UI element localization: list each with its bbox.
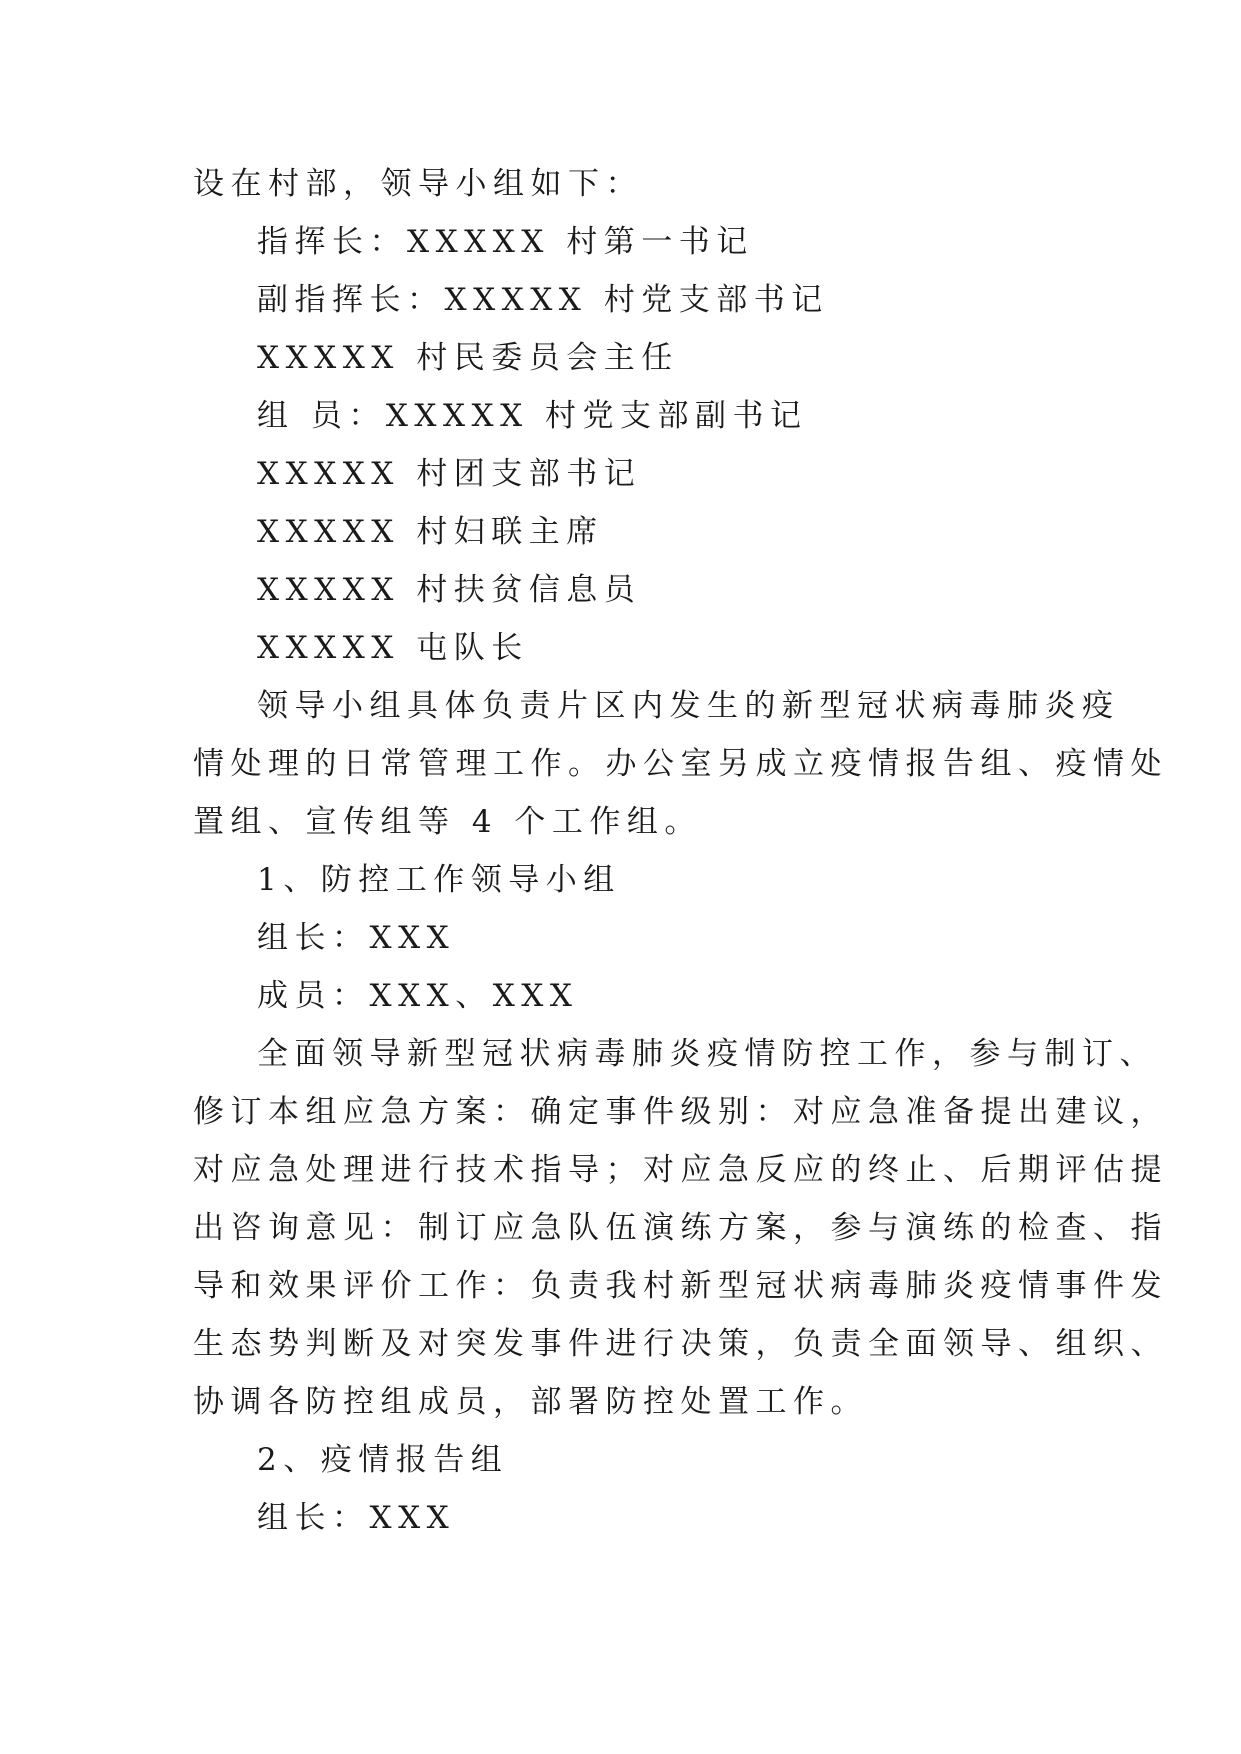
text-line: 领导小组具体负责片区内发生的新型冠状病毒肺炎疫: [257, 688, 1120, 724]
text-line: 组长：XXX: [257, 920, 456, 956]
text-line: 组长：XXX: [257, 1500, 456, 1536]
text-line: XXXXX 村妇联主席: [257, 514, 604, 550]
section-heading: 2、疫情报告组: [257, 1442, 509, 1478]
text-line: XXXXX 屯队长: [257, 630, 529, 666]
text-line: 全面领导新型冠状病毒肺炎疫情防控工作，参与制订、: [257, 1036, 1157, 1072]
text-line: 修订本组应急方案：确定事件级别：对应急准备提出建议，: [193, 1094, 1168, 1130]
text-line: 情处理的日常管理工作。办公室另成立疫情报告组、疫情处: [193, 746, 1168, 782]
text-line: 成员：XXX、XXX: [257, 978, 579, 1014]
text-line: 设在村部，领导小组如下：: [193, 166, 643, 202]
text-line: 置组、宣传组等 4 个工作组。: [193, 804, 702, 840]
text-line: 对应急处理进行技术指导；对应急反应的终止、后期评估提: [193, 1152, 1168, 1188]
text-line: 组 员：XXXXX 村党支部副书记: [257, 398, 808, 434]
text-line: 生态势判断及对突发事件进行决策，负责全面领导、组织、: [193, 1326, 1168, 1362]
text-line: XXXXX 村扶贫信息员: [257, 572, 642, 608]
text-line: 导和效果评价工作：负责我村新型冠状病毒肺炎疫情事件发: [193, 1268, 1168, 1304]
text-line: XXXXX 村团支部书记: [257, 456, 642, 492]
text-line: 出咨询意见：制订应急队伍演练方案，参与演练的检查、指: [193, 1210, 1168, 1246]
text-line: 副指挥长：XXXXX 村党支部书记: [257, 282, 829, 318]
section-heading: 1、防控工作领导小组: [257, 862, 621, 898]
text-line: 指挥长：XXXXX 村第一书记: [257, 224, 754, 260]
text-line: XXXXX 村民委员会主任: [257, 340, 679, 376]
text-line: 协调各防控组成员，部署防控处置工作。: [193, 1384, 868, 1420]
